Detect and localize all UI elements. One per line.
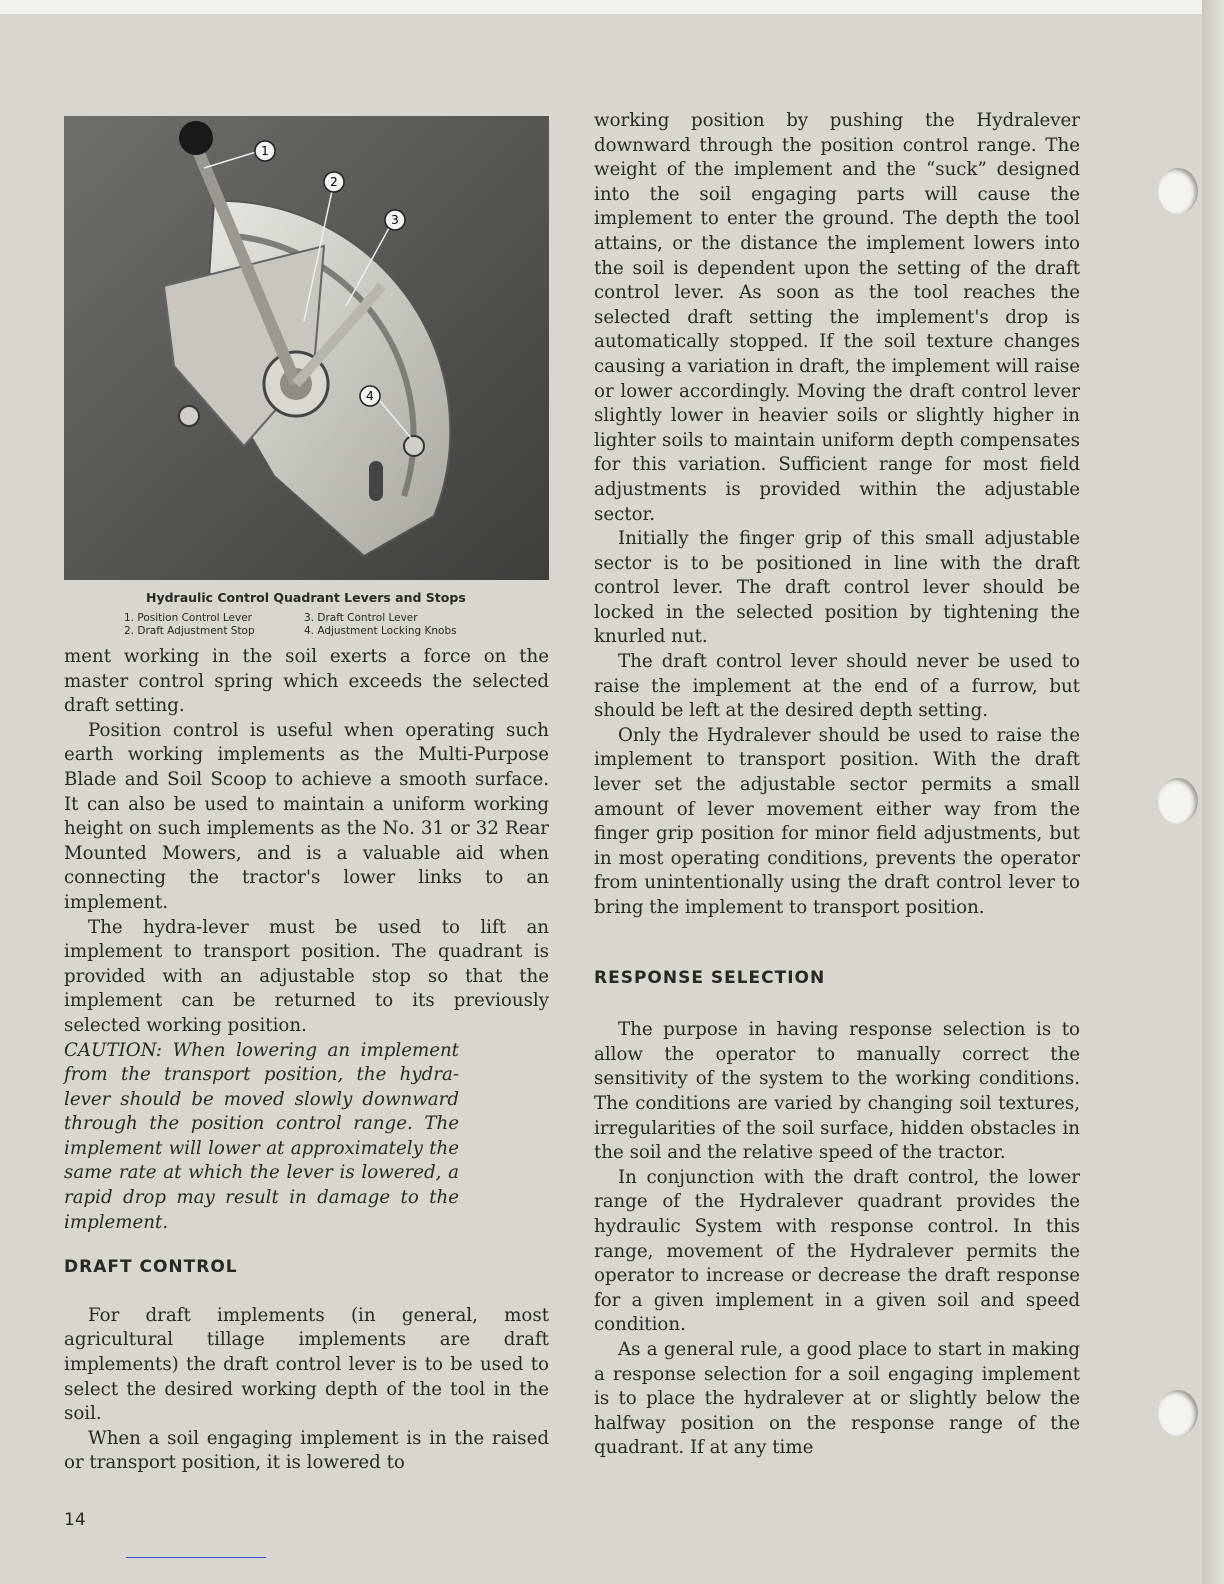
right-paragraph-1: working position by pushing the Hydralever downward through the position control range. The weight of the implement and the “suck” designed into the soil engaging parts will cause the implement to enter the ground. The depth the tool attains, or the distance the implement lowers into the soil is dependent upon the setting of the draft control lever. As soon as the tool reaches the selected draft setting the implement's drop is automatically stopped. If the soil texture changes causing a variation in draft, the implement will raise or lower accordingly. Moving the draft control lever slightly lower in heavier soils or slightly higher in lighter soils to maintain uniform depth compensates for this variation. Sufficient range for most field adjustments is provided within the adjustable sector.: [594, 110, 1080, 525]
legend-item-2: 2. Draft Adjustment Stop: [124, 625, 255, 637]
punch-hole-bottom: [1158, 1390, 1198, 1436]
left-paragraph-4: For draft implements (in general, most agricultural tillage implements are draft implements) the draft control lever is to be used to select the desired working depth of the tool in the soil.: [64, 1304, 549, 1425]
right-paragraph-6: In conjunction with the draft control, the lower range of the Hydralever quadrant provides the hydraulic System with response control. In this range, movement of the Hydralever permits the operator to increase or decrease the draft response for a given implement in a given soil and speed condition.: [594, 1166, 1080, 1336]
page-right-edge: [1202, 0, 1224, 1584]
legend-item-4: 4. Adjustment Locking Knobs: [304, 625, 457, 637]
quadrant-photo: [64, 116, 549, 580]
right-paragraph-4: Only the Hydralever should be used to raise the implement to transport position. With the draft lever set the adjustable sector permits a small amount of lever movement either way from the finger grip position for minor field adjustments, but in most operating conditions, prevents the operator from unintentionally using the draft control lever to bring the implement to transport position.: [594, 724, 1080, 918]
right-paragraph-7: As a general rule, a good place to start in making a response selection for a soil engaging implement is to place the hydralever at or slightly below the halfway position on the response range of the quadrant. If at any time: [594, 1338, 1080, 1459]
caution-note: CAUTION: When lowering an implement from the transport position, the hydra-lever should be moved slowly downward through the position control range. The implement will lower at approximately the same rate at which the lever is lowered, a rapid drop may result in damage to the implement.: [64, 1039, 459, 1233]
callout-label-1: 1: [261, 144, 269, 158]
quadrant-illustration: [64, 116, 549, 580]
left-paragraph-1: ment working in the soil exerts a force on the master control spring which exceeds the selected draft setting.: [64, 646, 549, 717]
punch-hole-middle: [1158, 778, 1198, 824]
left-paragraph-5: When a soil engaging implement is in the raised or transport position, it is lowered to: [64, 1427, 549, 1474]
legend-item-1: 1. Position Control Lever: [124, 612, 252, 624]
left-paragraph-2: Position control is useful when operating such earth working implements as the Multi-Purpose Blade and Soil Scoop to achieve a smooth surface. It can also be used to maintain a uniform working height on such implements as the No. 31 or 32 Rear Mounted Mowers, and is a valuable aid when connecting the tractor's lower links to an implement.: [64, 719, 549, 913]
figure-caption-title: Hydraulic Control Quadrant Levers and Stops: [146, 590, 466, 605]
callout-label-2: 2: [330, 175, 338, 189]
left-paragraph-3: The hydra-lever must be used to lift an implement to transport position. The quadrant is provided with an adjustable stop so that the implement can be returned to its previously selected working position.: [64, 916, 549, 1036]
heading-response-selection: RESPONSE SELECTION: [594, 967, 826, 988]
callout-label-3: 3: [391, 213, 399, 227]
legend-item-3: 3. Draft Control Lever: [304, 612, 418, 624]
footer-link-underline: [126, 1557, 266, 1558]
callout-label-4: 4: [366, 389, 374, 403]
heading-draft-control: DRAFT CONTROL: [64, 1257, 238, 1278]
right-paragraph-5: The purpose in having response selection is to allow the operator to manually correct the sensitivity of the system to the working conditions. The conditions are varied by changing soil textures, irregularities of the soil surface, hidden obstacles in the soil and the relative speed of the tractor.: [594, 1019, 1080, 1164]
left-column: [64, 645, 549, 1476]
right-paragraph-3: The draft control lever should never be used to raise the implement at the end of a furrow, but should be left at the desired depth setting.: [594, 651, 1080, 722]
right-column: [594, 109, 1080, 1461]
page-number: 14: [64, 1510, 86, 1530]
page-top-edge: [0, 0, 1224, 14]
punch-hole-top: [1158, 168, 1198, 214]
right-paragraph-2: Initially the finger grip of this small adjustable sector is to be positioned in line with the draft control lever. The draft control lever should be locked in the selected position by tightening the knurled nut.: [594, 528, 1080, 648]
